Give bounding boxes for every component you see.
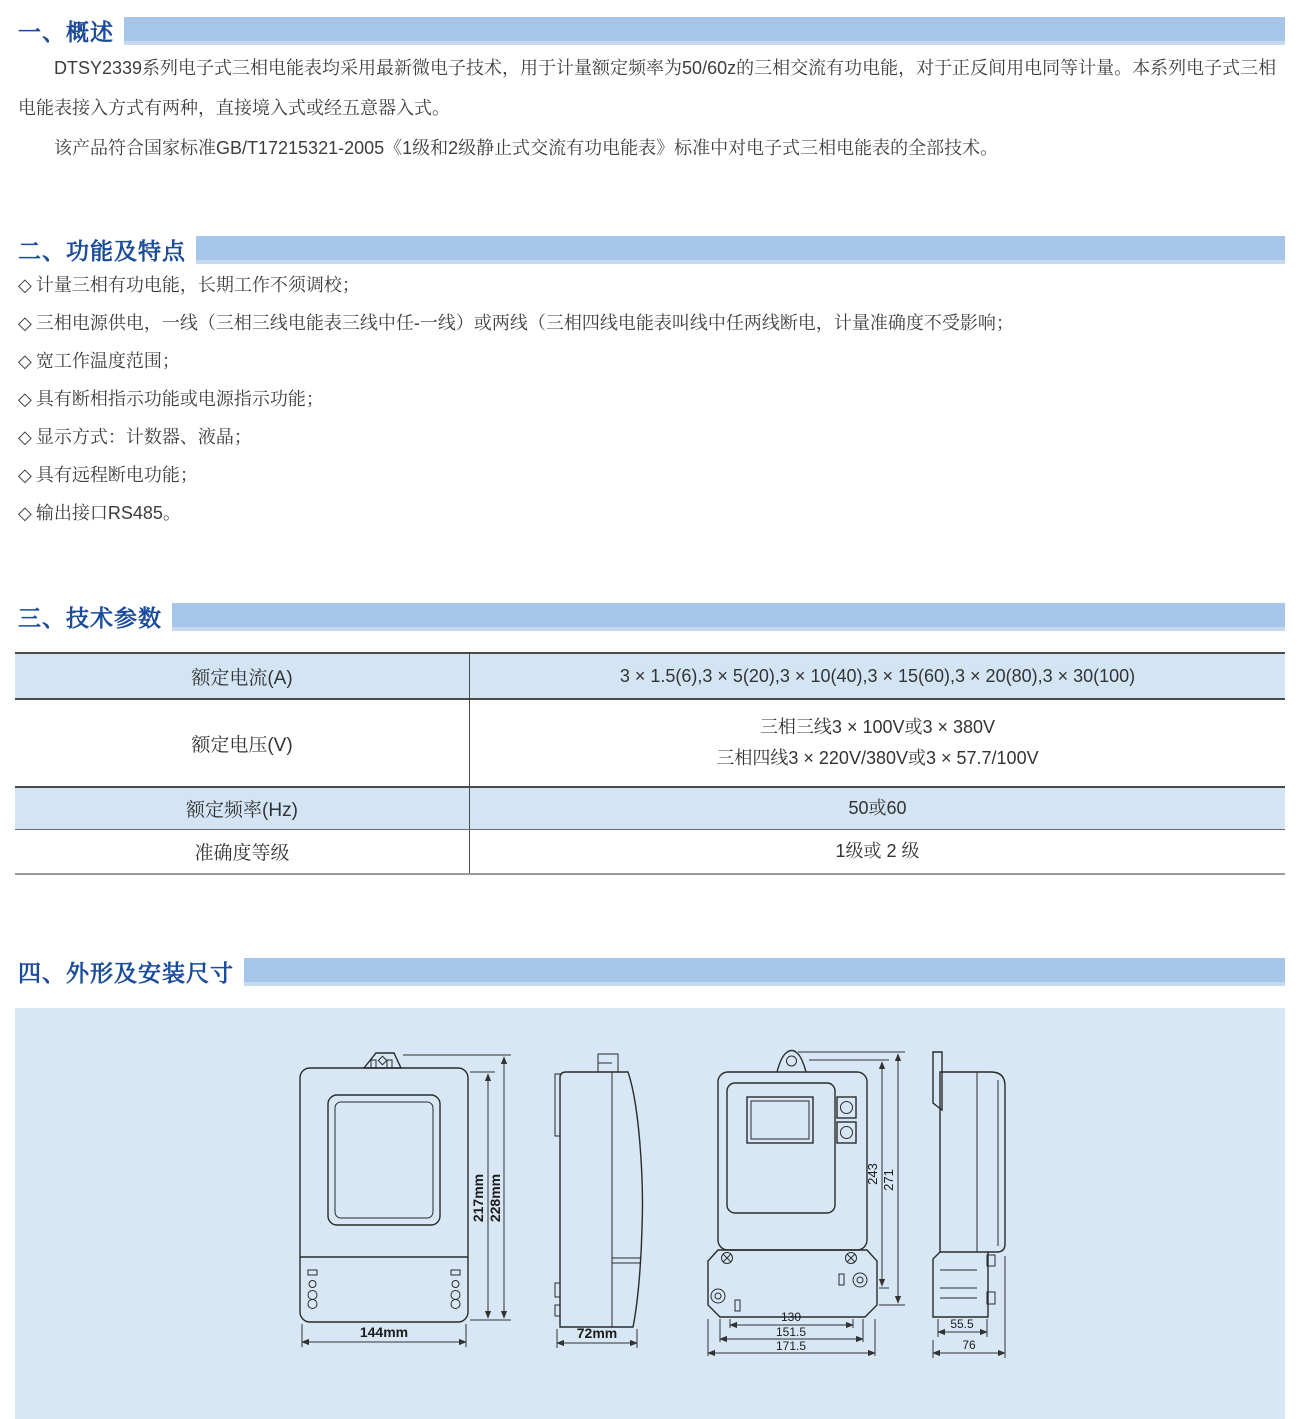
diamond-bullet-icon: ◇ [18, 427, 32, 447]
table-row [15, 654, 1285, 700]
dim-height-inner-label: 217mm [470, 1173, 486, 1223]
table-row [15, 788, 1285, 830]
dim-height-outer-label: 228mm [487, 1173, 503, 1223]
dim-height-outer-label: 271 [881, 1169, 896, 1191]
section-header-features [18, 233, 1285, 266]
section-title-parameters: 三、技术参数 [18, 605, 162, 631]
diamond-bullet-icon: ◇ [18, 503, 32, 523]
technical-drawings [15, 1008, 1285, 1419]
param-value: 3 × 1.5(6),3 × 5(20),3 × 10(40),3 × 15(60),3 × 20(80),3 × 30(100) [619, 665, 1136, 686]
feature-item: ◇ 三相电源供电，一线（三相三线电能表三线中任-一线）或两线（三相四线电能表叫线中任两线断电，计量准确度不受影响； [18, 313, 1014, 333]
meter-side-view-large [933, 1052, 1005, 1358]
table-row [15, 700, 1285, 788]
feature-list [18, 266, 1280, 532]
param-value: 三相四线3 × 220V/380V或3 × 57.7/100V [716, 748, 1039, 768]
meter-front-view-large [708, 1051, 905, 1357]
table-row [15, 830, 1285, 875]
param-value: 50或60 [848, 798, 907, 818]
overview-paragraph-2: 该产品符合国家标准GB/T17215321-2005《1级和2级静止式交流有功电能表》标准中对电子式三相电能表的全部技术。 [54, 138, 999, 158]
meter-front-view-small [300, 1053, 511, 1347]
section-header-bar [124, 17, 1285, 45]
feature-item: ◇ 宽工作温度范围； [18, 351, 180, 371]
dim-width-outer-label: 171.5 [775, 1339, 807, 1353]
param-label: 额定频率(Hz) [15, 788, 470, 829]
diamond-bullet-icon: ◇ [18, 465, 32, 485]
dim-height-inner-label: 243 [865, 1163, 880, 1185]
dim-width-label: 144mm [359, 1324, 409, 1340]
section-title-overview: 一、概述 [18, 19, 114, 45]
meter-side-view-small [555, 1054, 642, 1348]
dim-depth-outer-label: 76 [962, 1338, 976, 1352]
section-title-dimensions: 四、外形及安装尺寸 [18, 960, 234, 986]
feature-item: ◇ 具有远程断电功能； [18, 465, 198, 485]
section-header-bar [172, 603, 1285, 631]
dimension-drawing-panel [15, 1008, 1285, 1419]
feature-item: ◇ 输出接口RS485。 [18, 503, 181, 523]
diamond-bullet-icon: ◇ [18, 313, 32, 333]
diamond-bullet-icon: ◇ [18, 275, 32, 295]
section-header-dimensions [18, 955, 1285, 988]
overview-text [18, 48, 1280, 168]
param-value: 三相三线3 × 100V或3 × 380V [759, 717, 996, 737]
param-value: 1级或 2 级 [835, 841, 920, 861]
feature-item: ◇ 显示方式：计数器、液晶； [18, 427, 252, 447]
section-header-bar [244, 958, 1285, 986]
dim-depth-inner-label: 55.5 [950, 1317, 974, 1331]
parameters-table [15, 652, 1285, 875]
dim-width-inner-label: 130 [780, 1310, 802, 1324]
diamond-bullet-icon: ◇ [18, 389, 32, 409]
section-title-features: 二、功能及特点 [18, 238, 186, 264]
section-header-bar [196, 236, 1285, 264]
feature-item: ◇ 具有断相指示功能或电源指示功能； [18, 389, 324, 409]
section-header-parameters [18, 600, 1285, 633]
overview-paragraph-1: DTSY2339系列电子式三相电能表均采用最新微电子技术，用于计量额定频率为50/60z的三相交流有功电能，对于正反间用电同等计量。本系列电子式三相电能表接入方式有两种，直接境入式或经五意器入式。 [18, 58, 1277, 118]
param-label: 额定电压(V) [15, 700, 470, 786]
feature-item: ◇ 计量三相有功电能，长期工作不须调校； [18, 275, 360, 295]
diamond-bullet-icon: ◇ [18, 351, 32, 371]
param-label: 准确度等级 [15, 830, 470, 873]
section-header-overview [18, 14, 1285, 47]
dim-width-mid-label: 151.5 [775, 1325, 807, 1339]
param-label: 额定电流(A) [15, 654, 470, 698]
dim-depth-label: 72mm [576, 1325, 618, 1341]
